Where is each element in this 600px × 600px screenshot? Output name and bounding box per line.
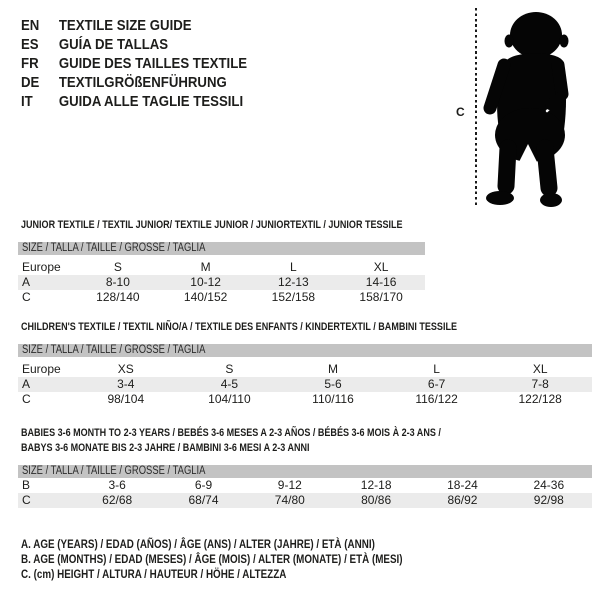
size-cell: XS: [117, 362, 134, 376]
size-cell: M: [327, 362, 338, 376]
table-row: [18, 357, 592, 377]
language-row: [21, 73, 247, 92]
size-cell: 8-10: [105, 275, 130, 289]
footnote-a: [21, 537, 486, 552]
table-title: [18, 441, 592, 456]
size-cell: 14-16: [365, 275, 397, 289]
size-cell: 7-8: [531, 377, 549, 391]
table-title: [18, 426, 592, 441]
size-cell: 12-13: [278, 275, 309, 289]
size-cell: L: [290, 260, 297, 274]
row-label: Europe: [22, 362, 61, 376]
size-cell: S: [113, 260, 122, 274]
size-cell: 74/80: [274, 493, 305, 507]
size-cell: L: [433, 362, 440, 376]
footnotes-block: [21, 537, 486, 582]
footnote-text: A. AGE (YEARS) / EDAD (AÑOS) / ÂGE (ANS) / ALTER (JAHRE) / ETÀ (ANNI): [21, 537, 375, 551]
table-title-text: BABYS 3-6 MONATE BIS 2-3 JAHRE / BAMBINI 3-6 MESI A 2-3 ANNI: [21, 442, 310, 454]
table-title: [18, 320, 592, 335]
language-row: [21, 54, 247, 73]
size-cell: 62/68: [102, 493, 133, 507]
footnote-c: [21, 567, 486, 582]
table-row: [18, 493, 592, 508]
size-cell: 12-18: [360, 478, 392, 492]
size-cell: 10-12: [190, 275, 221, 289]
language-label: GUIDE DES TAILLES TEXTILE: [58, 55, 248, 72]
table-row: [18, 478, 592, 493]
language-code: DE: [21, 74, 40, 91]
size-header-bar: [18, 344, 592, 357]
language-row: [21, 16, 247, 35]
size-cell: 9-12: [277, 478, 302, 492]
row-label: Europe: [22, 260, 61, 274]
table-row: [18, 392, 592, 407]
table-title-text: CHILDREN'S TEXTILE / TEXTIL NIÑO/A / TEXTILE DES ENFANTS / KINDERTEXTIL / BAMBINI TESSILE: [21, 321, 457, 333]
language-label: GUÍA DE TALLAS: [58, 36, 169, 53]
baby-silhouette-icon: [481, 8, 581, 208]
size-cell: S: [225, 362, 234, 376]
size-header-text: SIZE / TALLA / TAILLE / GRÖSSE / TAGLIA: [22, 465, 206, 477]
spacer: [18, 233, 425, 242]
size-cell: 5-6: [324, 377, 342, 391]
language-code: EN: [21, 17, 40, 34]
size-cell: 24-36: [533, 478, 565, 492]
language-label: TEXTILGRÖßENFÜHRUNG: [58, 74, 227, 91]
size-cell: 3-6: [108, 478, 126, 492]
size-table-babies: [18, 426, 592, 508]
size-cell: M: [200, 260, 211, 274]
height-line-label: C: [456, 105, 465, 119]
table-row: [18, 290, 425, 305]
language-code: ES: [21, 36, 39, 53]
size-cell: 6-7: [427, 377, 446, 391]
size-cell: 92/98: [533, 493, 564, 507]
language-code: FR: [21, 55, 39, 72]
table-title: [18, 218, 425, 233]
size-cell: 140/152: [183, 290, 228, 304]
row-label: C: [22, 493, 31, 507]
size-header-bar: [18, 242, 425, 255]
size-cell: 18-24: [447, 478, 478, 492]
table-row: [18, 377, 592, 392]
spacer: [18, 335, 592, 344]
footnote-text: B. AGE (MONTHS) / EDAD (MESES) / ÂGE (MOIS) / ALTER (MONATE) / ETÀ (MESI): [21, 552, 403, 566]
row-label: C: [22, 290, 31, 304]
spacer: [18, 456, 592, 465]
size-cell: 6-9: [194, 478, 213, 492]
table-title-text: JUNIOR TEXTILE / TEXTIL JUNIOR/ TEXTILE JUNIOR / JUNIORTEXTIL / JUNIOR TESSILE: [21, 219, 403, 231]
size-header-text: SIZE / TALLA / TAILLE / GRÖSSE / TAGLIA: [22, 344, 206, 356]
size-header-text: SIZE / TALLA / TAILLE / GRÖSSE / TAGLIA: [22, 242, 206, 254]
size-cell: XL: [532, 362, 548, 376]
size-cell: 68/74: [188, 493, 219, 507]
language-row: [21, 35, 247, 54]
table-row: [18, 275, 425, 290]
size-header-bar: [18, 465, 592, 478]
language-title-block: [21, 16, 278, 111]
size-cell: 152/158: [271, 290, 316, 304]
table-row: [18, 255, 425, 275]
footnote-b: [21, 552, 486, 567]
size-cell: 98/104: [107, 392, 145, 406]
size-cell: 110/116: [312, 392, 354, 406]
size-cell: 3-4: [117, 377, 135, 391]
footnote-text: C. (cm) HEIGHT / ALTURA / HAUTEUR / HÖHE / ALTEZZA: [21, 567, 287, 581]
row-label: C: [22, 392, 31, 406]
size-cell: 80/86: [361, 493, 392, 507]
row-label: A: [22, 275, 31, 289]
language-label: GUIDA ALLE TAGLIE TESSILI: [58, 93, 244, 110]
size-cell: XL: [373, 260, 389, 274]
height-measure-figure: [452, 8, 598, 212]
language-row: [21, 92, 247, 111]
size-cell: 86/92: [447, 493, 478, 507]
size-cell: 104/110: [208, 392, 251, 406]
language-code: IT: [21, 93, 33, 110]
size-table-children: [18, 320, 592, 407]
size-cell: 116/122: [415, 392, 458, 406]
dashed-height-line: [475, 8, 477, 208]
size-cell: 4-5: [220, 377, 239, 391]
size-cell: 128/140: [96, 290, 140, 304]
row-label: A: [22, 377, 31, 391]
size-cell: 122/128: [518, 392, 562, 406]
table-title-text: BABIES 3-6 MONTH TO 2-3 YEARS / BEBÉS 3-6 MESES A 2-3 AÑOS / BÉBÉS 3-6 MOIS À 2-3 ANS /: [21, 427, 441, 439]
size-cell: 158/170: [359, 290, 403, 304]
row-label: B: [22, 478, 31, 492]
language-label: TEXTILE SIZE GUIDE: [58, 17, 192, 34]
size-table-junior: [18, 218, 425, 305]
